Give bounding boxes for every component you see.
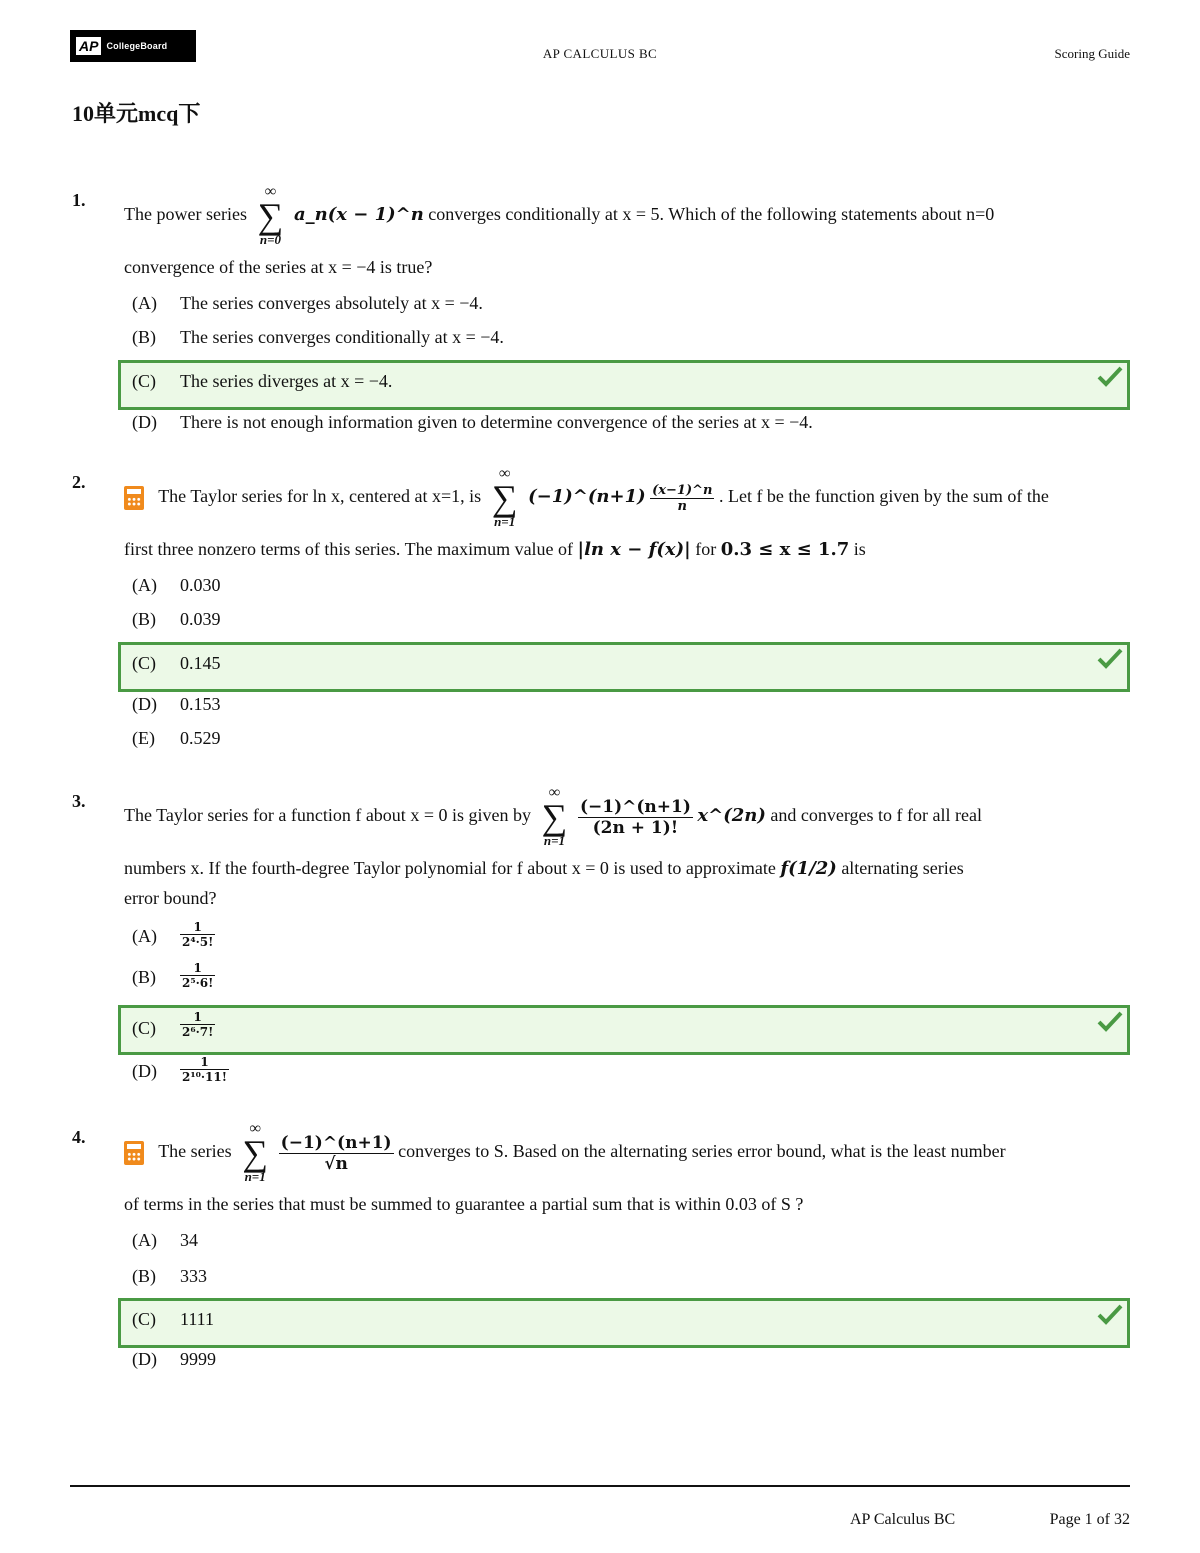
option-letter: (C) xyxy=(132,1018,156,1038)
course-title: AP CALCULUS BC xyxy=(542,46,658,61)
option-letter: (A) xyxy=(132,293,157,313)
option-letter: (D) xyxy=(132,1349,157,1369)
option-c-correct[interactable] xyxy=(118,1298,1130,1348)
stem-text: for xyxy=(695,539,717,559)
fraction-numerator: 1 xyxy=(180,961,215,976)
option-e[interactable] xyxy=(118,728,1130,778)
calculator-icon xyxy=(124,486,144,510)
option-text: 0.153 xyxy=(180,694,221,714)
stem-text: The series xyxy=(158,1141,232,1162)
checkmark-icon xyxy=(1097,1303,1123,1325)
question-stem xyxy=(124,467,1130,529)
stem-line-2 xyxy=(124,858,1130,879)
stem-math: x^(2n) xyxy=(697,805,766,827)
option-letter: (B) xyxy=(132,967,156,987)
stem-math: f(1/2) xyxy=(780,858,837,879)
option-text: 0.030 xyxy=(180,575,221,595)
stem-fraction xyxy=(650,483,714,514)
stem-fraction xyxy=(578,797,693,838)
option-letter: (D) xyxy=(132,694,157,714)
option-letter: (E) xyxy=(132,728,155,748)
option-letter: (D) xyxy=(132,412,157,432)
option-text: 9999 xyxy=(180,1349,216,1369)
fraction-numerator: 1 xyxy=(180,1010,215,1025)
option-text: 34 xyxy=(180,1230,198,1250)
question-number: 4. xyxy=(72,1127,86,1147)
stem-text: alternating series xyxy=(841,858,964,878)
option-c-correct[interactable] xyxy=(118,642,1130,692)
question-number: 1. xyxy=(72,190,86,210)
sum-upper: ∞ xyxy=(264,183,277,200)
stem-line-3: error bound? xyxy=(124,888,217,908)
footer-divider xyxy=(70,1485,1130,1487)
option-text: The series converges conditionally at x = −4. xyxy=(180,327,504,347)
option-letter: (A) xyxy=(132,575,157,595)
stem-text: The Taylor series for a function f about x = 0 is given by xyxy=(124,805,531,826)
option-fraction xyxy=(180,1010,215,1039)
sum-upper: ∞ xyxy=(548,784,561,801)
stem-text-cont: converges conditionally at x = 5. Which of the following statements about n=0 xyxy=(428,204,995,225)
fraction-numerator: (−1)^(n+1) xyxy=(280,1132,392,1153)
summation-symbol: ∞ ∑ n=1 xyxy=(486,467,524,529)
option-text: 0.145 xyxy=(180,653,221,673)
fraction-denominator: 2⁶·7! xyxy=(182,1025,214,1039)
checkmark-icon xyxy=(1097,647,1123,669)
option-letter: (D) xyxy=(132,1061,157,1081)
sum-lower: n=0 xyxy=(259,232,282,247)
option-text: The series diverges at x = −4. xyxy=(180,371,393,391)
fraction-denominator: 2¹⁰·11! xyxy=(182,1070,228,1084)
fraction-denominator: √n xyxy=(324,1153,348,1174)
question-stem xyxy=(124,786,1130,848)
option-text: 1111 xyxy=(180,1309,214,1329)
sum-upper: ∞ xyxy=(249,1120,261,1137)
question-stem xyxy=(124,185,1130,247)
option-letter: (A) xyxy=(132,926,157,946)
fraction-denominator: 2⁵·6! xyxy=(182,976,214,990)
option-text: 0.039 xyxy=(180,609,221,629)
option-letter: (C) xyxy=(132,1309,156,1329)
stem-text-cont: . Let f be the function given by the sum of the xyxy=(718,486,1049,507)
fraction-numerator: 1 xyxy=(180,1055,229,1070)
question-number: 2. xyxy=(72,472,86,492)
option-text: 0.529 xyxy=(180,728,221,748)
calculator-icon xyxy=(124,1141,144,1165)
summation-symbol: ∞ ∑ n=1 xyxy=(535,786,573,848)
question-number: 3. xyxy=(72,791,86,811)
stem-line-2: of terms in the series that must be summed to guarantee a partial sum that is within 0.03 of S ? xyxy=(124,1194,804,1214)
stem-math: (−1)^(n+1) xyxy=(528,486,646,508)
footer-course: AP Calculus BC xyxy=(850,1511,956,1528)
question-stem xyxy=(124,1122,1130,1184)
checkmark-icon xyxy=(1097,1010,1123,1032)
fraction-numerator: (−1)^(n+1) xyxy=(579,796,691,817)
page-number: Page 1 of 32 xyxy=(1049,1511,1130,1528)
stem-text-cont: and converges to f for all real xyxy=(770,805,982,826)
option-letter: (C) xyxy=(132,371,156,391)
stem-text-cont: converges to S. Based on the alternating series error bound, what is the least number xyxy=(398,1141,1006,1162)
option-fraction xyxy=(180,1055,229,1084)
option-c-correct[interactable] xyxy=(118,1005,1130,1055)
sum-lower: n=1 xyxy=(244,1169,266,1184)
stem-math: |ln x − f(x)| xyxy=(577,539,691,560)
logo-collegeboard-text: CollegeBoard xyxy=(106,41,168,51)
stem-math-interval: 0.3 ≤ x ≤ 1.7 xyxy=(720,539,850,560)
fraction-denominator: (2n + 1)! xyxy=(592,817,679,838)
fraction-numerator: 1 xyxy=(180,920,215,935)
option-letter: (B) xyxy=(132,609,156,629)
stem-line-2 xyxy=(124,539,1130,560)
option-text: The series converges absolutely at x = −4. xyxy=(180,293,483,313)
option-letter: (B) xyxy=(132,327,156,347)
logo-ap-text: AP xyxy=(76,37,101,55)
option-d[interactable] xyxy=(118,412,1130,462)
checkmark-icon xyxy=(1097,365,1123,387)
stem-text: is xyxy=(853,539,866,559)
option-c-correct[interactable] xyxy=(118,360,1130,410)
summation-symbol: ∞ ∑ n=0 xyxy=(251,185,289,247)
fraction-numerator: (x−1)^n xyxy=(652,482,713,498)
stem-text: The Taylor series for ln x, centered at x=1, is xyxy=(158,486,482,507)
sum-lower: n=1 xyxy=(494,514,516,529)
sum-lower: n=1 xyxy=(543,833,566,848)
fraction-denominator: n xyxy=(677,498,687,514)
sum-upper: ∞ xyxy=(498,465,511,482)
stem-line-2: convergence of the series at x = −4 is true? xyxy=(124,257,433,277)
fraction-denominator: 2⁴·5! xyxy=(182,935,214,949)
stem-text: numbers x. If the fourth-degree Taylor polynomial for f about x = 0 is used to approximate xyxy=(124,858,776,878)
option-letter: (C) xyxy=(132,653,156,673)
option-text: There is not enough information given to determine convergence of the series at x = −4. xyxy=(180,412,813,432)
stem-math: a_n(x − 1)^n xyxy=(293,204,424,226)
scoring-guide-label: Scoring Guide xyxy=(1054,46,1130,61)
option-text: 333 xyxy=(180,1266,207,1286)
stem-text: first three nonzero terms of this series. The maximum value of xyxy=(124,539,574,559)
stem-fraction xyxy=(279,1133,394,1174)
summation-symbol: ∞ ∑ n=1 xyxy=(236,1122,274,1184)
option-fraction xyxy=(180,961,215,990)
option-d[interactable] xyxy=(118,1055,1130,1111)
option-letter: (A) xyxy=(132,1230,157,1250)
option-fraction xyxy=(180,920,215,949)
document-title: 10单元mcq下 xyxy=(72,101,201,126)
page-header xyxy=(70,30,1130,64)
stem-text: The power series xyxy=(124,204,247,225)
option-d[interactable] xyxy=(118,1349,1130,1399)
option-letter: (B) xyxy=(132,1266,156,1286)
